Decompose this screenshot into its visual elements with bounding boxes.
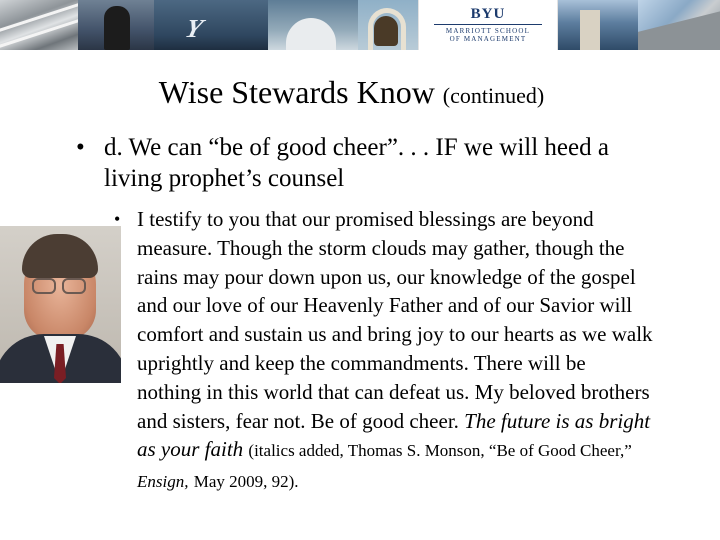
logo-main-text: BYU xyxy=(470,6,506,22)
citation-part-1: (italics added, Thomas S. Monson, “Be of Good Cheer,” xyxy=(248,441,632,461)
banner-photo-mountain-y: Y xyxy=(154,0,268,50)
banner-photo-bell xyxy=(358,0,418,50)
citation-part-2: May 2009, 92). xyxy=(193,472,299,492)
quote-body: I testify to you that our promised blessings are beyond measure. Though the storm clouds may gather, though the rains may pour down upon us, our knowledge of the gospel and our love of our Heavenly Father and of our Savior will comfort and sustain us and bring joy to our hearts as we walk uprightly and keep the commandments. There will be nothing in this world that can defeat us. My beloved brothers and sisters, fear not. Be of good cheer. xyxy=(137,207,653,433)
banner-photo-building xyxy=(638,0,720,50)
quote-text xyxy=(137,205,654,497)
bullet-icon: • xyxy=(76,134,85,161)
bullet-1-text: d. We can “be of good cheer”. . . IF we will heed a living prophet’s counsel xyxy=(104,134,609,192)
speaker-portrait xyxy=(0,226,121,383)
header-banner xyxy=(0,0,720,50)
banner-photo-tower xyxy=(558,0,638,50)
bullet-item-1 xyxy=(76,132,636,194)
logo-sub-text-2: OF MANAGEMENT xyxy=(449,35,527,43)
slide-title xyxy=(0,74,703,114)
banner-photo-statue xyxy=(78,0,154,50)
banner-photo-dome xyxy=(268,0,358,50)
title-main: Wise Stewards Know xyxy=(158,74,435,110)
byu-marriott-logo xyxy=(418,0,558,50)
sub-bullet-icon: • xyxy=(114,209,121,229)
banner-photo-architecture xyxy=(0,0,78,50)
bullet-item-quote xyxy=(114,205,654,497)
citation-source: Ensign, xyxy=(137,472,189,492)
title-sub: (continued) xyxy=(442,83,545,108)
logo-sub-text-1: MARRIOTT SCHOOL xyxy=(445,27,531,35)
quote-italic: The future is as bright as your faith xyxy=(137,408,651,462)
